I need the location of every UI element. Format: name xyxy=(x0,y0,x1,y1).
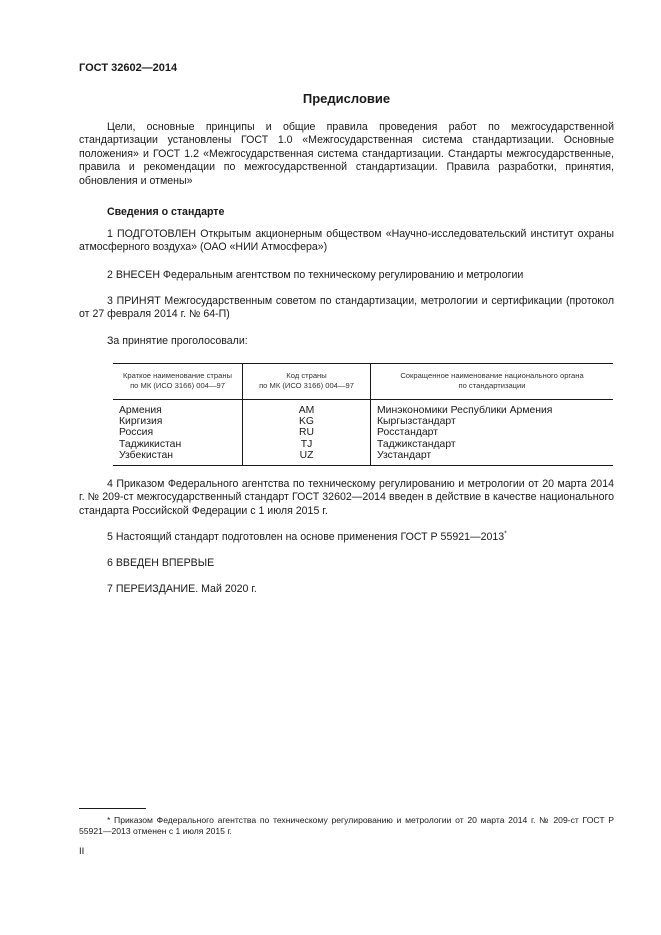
header-code-line1: Код страны xyxy=(286,371,327,380)
country-cell: Таджикистан xyxy=(119,438,182,450)
subheading: Сведения о стандарте xyxy=(107,206,225,218)
item-7-paragraph: 7 ПЕРЕИЗДАНИЕ. Май 2020 г. xyxy=(107,583,257,595)
header-org xyxy=(371,364,614,400)
org-cell: Росстандарт xyxy=(371,427,614,438)
footnote-mark: * xyxy=(504,530,507,538)
document-header: ГОСТ 32602—2014 xyxy=(79,62,178,74)
org-cell: Узстандарт xyxy=(371,450,614,466)
page-number: II xyxy=(79,846,85,857)
item-5-paragraph xyxy=(107,531,507,544)
item-1-paragraph: 1 ПОДГОТОВЛЕН Открытым акционерным обществом «Научно-исследовательский институт охраны атмосферного воздуха» (ОАО «НИИ Атмосфера») xyxy=(79,228,614,254)
header-country xyxy=(113,364,243,400)
footnote: * Приказом Федерального агентства по техническому регулированию и метрологии от 20 марта 2014 г. № 209-ст ГОСТ Р 55921—2013 отменен с 1 июля 2015 г. xyxy=(79,815,614,836)
table-row xyxy=(113,416,613,427)
org-cell: Таджикстандарт xyxy=(371,439,614,450)
section-title: Предисловие xyxy=(302,91,391,106)
org-cell: Минэкономики Республики Армения xyxy=(371,400,614,417)
header-org-line1: Сокращенное наименование национального органа xyxy=(400,371,584,380)
item-3-paragraph: 3 ПРИНЯТ Межгосударственным советом по стандартизации, метрологии и сертификации (протокол от 27 февраля 2014 г. № 64-П) xyxy=(79,295,614,321)
code-cell: RU xyxy=(243,427,371,438)
item-5-text: 5 Настоящий стандарт подготовлен на основе применения ГОСТ Р 55921—2013 xyxy=(107,531,505,543)
header-country-line2: по МК (ИСО 3166) 004—97 xyxy=(130,381,225,390)
header-code xyxy=(243,364,371,400)
table-row xyxy=(113,439,613,450)
code-cell: TJ xyxy=(243,439,371,450)
country-cell: Армения xyxy=(119,405,162,416)
item-6-paragraph: 6 ВВЕДЕН ВПЕРВЫЕ xyxy=(107,557,215,569)
table-row xyxy=(113,427,613,438)
vote-caption: За принятие проголосовали: xyxy=(107,335,248,347)
vote-table-header-row xyxy=(113,364,613,400)
header-country-line1: Краткое наименование страны xyxy=(123,371,232,380)
code-cell: KG xyxy=(243,416,371,427)
footnote-divider xyxy=(79,808,146,809)
table-row xyxy=(113,450,613,466)
vote-table xyxy=(113,363,613,466)
country-cell: Узбекистан xyxy=(113,450,243,466)
org-cell: Кыргызстандарт xyxy=(371,416,614,427)
item-4-paragraph: 4 Приказом Федерального агентства по техническому регулированию и метрологии от 20 марта 2014 г. № 209-ст межгосударственный стандарт ГОСТ 32602—2014 введен в действие в качестве национального стандарта Российской Федерации с 1 июля 2015 г. xyxy=(79,478,614,517)
country-cell: Киргизия xyxy=(119,416,163,428)
header-org-line2: по стандартизации xyxy=(458,381,526,390)
country-cell: Россия xyxy=(119,427,154,439)
header-code-line2: по МК (ИСО 3166) 004—97 xyxy=(259,381,354,390)
intro-paragraph: Цели, основные принципы и общие правила проведения работ по межгосударственной стандартизации установлены ГОСТ 1.0 «Межгосударственная система стандартизации. Основные положения» и ГОСТ 1.2 «Межгосударственная система стандартизации. Стандарты межгосударственные, правила и рекомендации по межгосударственной стандартизации. Правила разработки, принятия, обновления и отмены» xyxy=(79,121,614,187)
table-row xyxy=(113,400,613,417)
item-2-paragraph: 2 ВНЕСЕН Федеральным агентством по техническому регулированию и метрологии xyxy=(107,269,524,281)
code-cell: AM xyxy=(243,400,371,417)
code-cell: UZ xyxy=(243,450,371,466)
